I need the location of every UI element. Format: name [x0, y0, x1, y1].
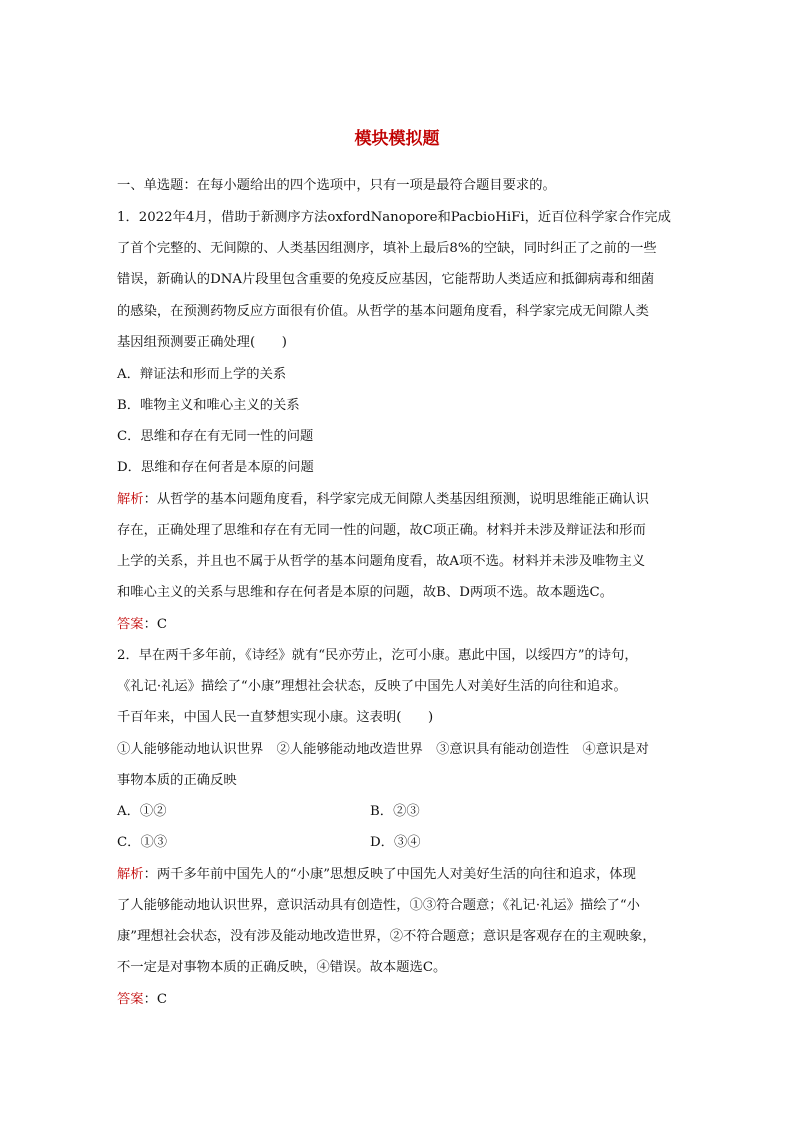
- q1-analysis-line: 和唯心主义的关系与思维和存在何者是本原的问题，故B、D两项不选。故本题选C。: [117, 585, 613, 600]
- q1-analysis-line: 存在，正确处理了思维和存在有无同一性的问题，故C项正确。材料并未涉及辩证法和形而: [117, 523, 646, 538]
- q2-analysis-line: 了人能够能动地认识世界，意识活动具有创造性，①③符合题意；《礼记·礼运》描绘了“小: [117, 898, 640, 913]
- q1-stem-line: 了首个完整的、无间隙的、人类基因组测序，填补上最后8%的空缺，同时纠正了之前的一些: [117, 241, 657, 256]
- q2-analysis-line: 解析：两千多年前中国先人的“小康”思想反映了中国先人对美好生活的向往和追求，体现: [117, 867, 636, 882]
- q2-stem-line: 《礼记·礼运》描绘了“小康”理想社会状态，反映了中国先人对美好生活的向往和追求。: [117, 679, 627, 694]
- page-title: 模块模拟题: [354, 129, 440, 149]
- section-heading: 一、单选题：在每小题给出的四个选项中，只有一项是最符合题目要求的。: [117, 178, 556, 193]
- q2-answer-label: 答案: [117, 992, 144, 1007]
- q2-option-d: D．③④: [370, 835, 421, 850]
- q1-stem-line: 的感染，在预测药物反应方面很有价值。从哲学的基本问题角度看，科学家完成无间隙人类: [117, 304, 649, 319]
- q2-option-c: C．①③: [117, 835, 168, 850]
- q2-stem-line: 千百年来，中国人民一直梦想实现小康。这表明( ): [117, 710, 434, 725]
- q1-option-a: A．辩证法和形而上学的关系: [117, 367, 287, 382]
- q2-statements-line: ①人能够能动地认识世界 ②人能够能动地改造世界 ③意识具有能动创造性 ④意识是对: [117, 742, 649, 757]
- q2-analysis-line: 康”理想社会状态，没有涉及能动地改造世界，②不符合题意；意识是客观存在的主观映象，: [117, 929, 656, 944]
- q2-stem-line: 2．早在两千多年前，《诗经》就有“民亦劳止，汔可小康。惠此中国，以绥四方”的诗句，: [117, 648, 638, 663]
- q1-answer-label: 答案: [117, 617, 144, 632]
- q1-analysis-label: 解析: [117, 492, 144, 507]
- q1-analysis-line: 上学的关系，并且也不属于从哲学的基本问题角度看，故A项不选。材料并未涉及唯物主义: [117, 554, 646, 569]
- q2-option-b: B．②③: [370, 804, 420, 819]
- q1-option-b: B．唯物主义和唯心主义的关系: [117, 398, 300, 413]
- q2-option-row: [117, 803, 682, 821]
- q1-option-c: C．思维和存在有无同一性的问题: [117, 429, 314, 444]
- q2-option-a: A．①②: [117, 804, 167, 819]
- q2-analysis-label: 解析: [117, 867, 144, 882]
- q2-analysis-line: 不一定是对事物本质的正确反映，④错误。故本题选C。: [117, 960, 447, 975]
- q2-option-row: [117, 834, 682, 852]
- q2-answer: 答案：C: [117, 992, 168, 1007]
- q1-stem-line: 基因组预测要正确处理( ): [117, 335, 287, 350]
- q1-stem-line: 1．2022年4月，借助于新测序方法oxfordNanopore和PacbioHiFi，近百位科学家合作完成: [117, 210, 671, 225]
- q1-option-d: D．思维和存在何者是本原的问题: [117, 460, 314, 475]
- q1-answer: 答案：C: [117, 617, 168, 632]
- q1-analysis-line: 解析：从哲学的基本问题角度看，科学家完成无间隙人类基因组预测，说明思维能正确认识: [117, 492, 649, 507]
- q1-stem-line: 错误，新确认的DNA片段里包含重要的免疫反应基因，它能帮助人类适应和抵御病毒和细菌: [117, 272, 655, 287]
- q2-statements-line: 事物本质的正确反映: [117, 773, 237, 788]
